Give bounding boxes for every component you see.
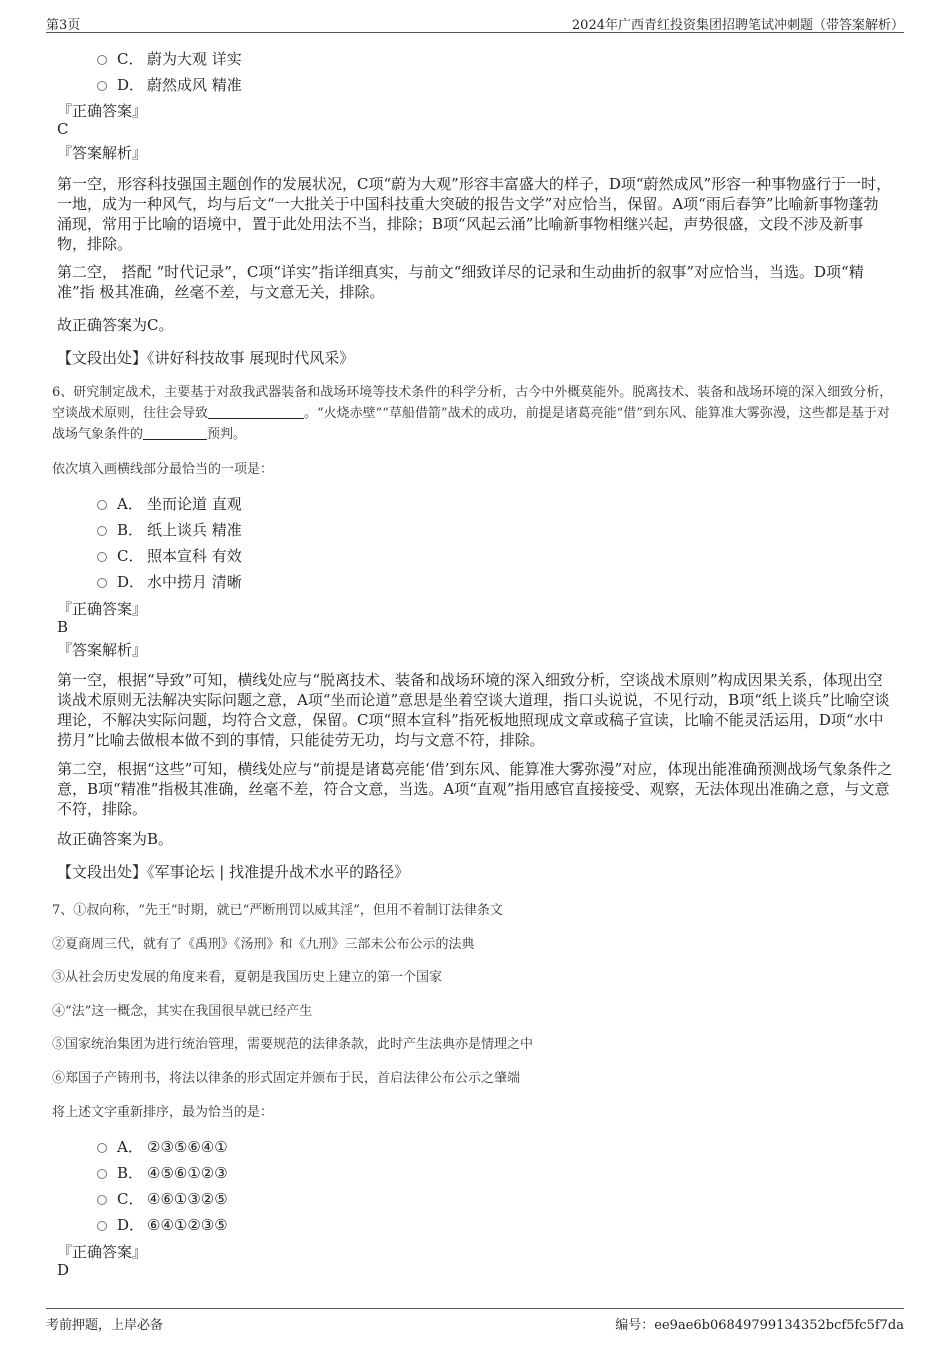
document-title: 2024年广西青红投资集团招聘笔试冲刺题（带答案解析）	[571, 18, 904, 33]
q7-item-5: ⑤国家统治集团为进行统治管理，需要规范的法律条款，此时产生法典亦是情理之中	[52, 1037, 534, 1052]
q5-option-d[interactable]: D． 蔚然成风 精准	[97, 74, 242, 95]
q5-answer-label: 『正确答案』	[57, 102, 148, 120]
q6-analysis-3: 故正确答案为B。	[57, 830, 174, 848]
page-footer	[46, 1308, 904, 1331]
radio-icon[interactable]	[97, 500, 107, 510]
q7-item-3: ③从社会历史发展的角度来看，夏朝是我国历史上建立的第一个国家	[52, 970, 443, 985]
q7-option-b[interactable]: B． ④⑤⑥①②③	[97, 1162, 228, 1183]
q7-option-a[interactable]: A． ②③⑤⑥④①	[97, 1136, 228, 1157]
q6-analysis-1: 第一空，根据“导致”可知，横线处应与“脱离技术、装备和战场环境的深入细致分析，空谈战术原则”构成因果关系，体现出空谈战术原则无法解决实际问题之意，A项“坐而论道”意思是坐着空谈大道理，指口头说说，不见行动，B项“纸上谈兵”比喻空谈理论，不解决实际问题，均符合文意，保留。C项“照本宣科”指死板地照现成文章或稿子宣读，比喻不能灵活运用，D项“水中捞月”比喻去做根本做不到的事情，只能徒劳无功，均与文意不符，排除。	[57, 671, 890, 749]
radio-icon[interactable]	[97, 1221, 107, 1231]
q6-answer: B	[57, 618, 69, 636]
radio-icon[interactable]	[97, 1169, 107, 1179]
q6-option-b[interactable]: B． 纸上谈兵 精准	[97, 519, 242, 540]
blank-1	[208, 404, 304, 419]
page-header	[46, 10, 904, 33]
q5-option-c[interactable]: C． 蔚为大观 详实	[97, 48, 242, 69]
q7-item-2: ②夏商周三代，就有了《禹刑》《汤刑》和《九刑》三部未公布公示的法典	[52, 937, 475, 952]
q6-option-d[interactable]: D． 水中捞月 清晰	[97, 571, 242, 592]
footer-slogan: 考前押题，上岸必备	[46, 1318, 164, 1333]
q6-analysis-2: 第二空，根据“这些”可知，横线处应与“前提是诸葛亮能‘借’到东风、能算准大雾弥漫”对应，体现出能准确预测战场气象条件之意，B项“精准”指极其准确，丝毫不差，符合文意，当选。A项“直观”指用感官直接接受、观察，无法体现出准确之意，与文意不符，排除。	[57, 760, 893, 818]
q5-source: 【文段出处】《讲好科技故事 展现时代风采》	[57, 349, 355, 367]
q7-answer: D	[57, 1261, 70, 1279]
radio-icon[interactable]	[97, 1195, 107, 1205]
document-id: 编号：ee9ae6b06849799134352bcf5fc5f7da	[615, 1318, 904, 1333]
blank-2	[143, 425, 207, 440]
q7-item-6: ⑥郑国子产铸刑书，将法以律条的形式固定并颁布于民，首启法律公布公示之肇端	[52, 1071, 521, 1086]
radio-icon[interactable]	[97, 1143, 107, 1153]
radio-icon[interactable]	[97, 81, 107, 91]
radio-icon[interactable]	[97, 552, 107, 562]
q6-stem: 6、研究制定战术，主要基于对敌我武器装备和战场环境等技术条件的科学分析，古今中外概莫能外。脱离技术、装备和战场环境的深入细致分析，空谈战术原则，往往会导致 。“火烧赤壁”“草船借箭”战术的成功，前提是诸葛亮能“借”到东风、能算准大雾弥漫，这些都是基于对战场气象条件的 预判。	[52, 385, 893, 442]
q5-analysis-2: 第二空， 搭配 “时代记录”，C项“详实”指详细真实，与前文“细致详尽的记录和生动曲折的叙事”对应恰当，当选。D项“精准”指 极其准确，丝毫不差，与文意无关，排除。	[57, 263, 864, 301]
q7-item-4: ④“法”这一概念，其实在我国很早就已经产生	[52, 1004, 313, 1019]
q5-analysis-1: 第一空，形容科技强国主题创作的发展状况，C项“蔚为大观”形容丰富盛大的样子，D项“蔚然成风”形容一种事物盛行于一时，一地，成为一种风气，均与后文“一大批关于中国科技重大突破的报告文学”对应恰当，保留。A项“雨后春笋”比喻新事物蓬勃涌现，常用于比喻的语境中，置于此处用法不当，排除；B项“风起云涌”比喻新事物相继兴起，声势很盛，文段不涉及新事物，排除。	[57, 175, 892, 253]
q6-prompt: 依次填入画横线部分最恰当的一项是：	[52, 462, 274, 477]
q7-answer-label: 『正确答案』	[57, 1243, 148, 1261]
q7-item-1: 7、①叔向称，“先王”时期，就已“严断刑罚以威其淫”，但用不着制订法律条文	[52, 903, 503, 918]
radio-icon[interactable]	[97, 526, 107, 536]
radio-icon[interactable]	[97, 55, 107, 65]
q6-source: 【文段出处】《军事论坛 | 找准提升战术水平的路径》	[57, 863, 410, 881]
q5-analysis-3: 故正确答案为C。	[57, 316, 174, 334]
q6-answer-label: 『正确答案』	[57, 600, 148, 618]
q5-answer: C	[57, 120, 69, 138]
page-number: 第3页	[46, 18, 81, 33]
q7-prompt: 将上述文字重新排序，最为恰当的是：	[52, 1105, 274, 1120]
q7-option-d[interactable]: D． ⑥④①②③⑤	[97, 1214, 228, 1235]
q5-analysis-label: 『答案解析』	[57, 144, 148, 162]
q6-option-c[interactable]: C． 照本宣科 有效	[97, 545, 242, 566]
q6-option-a[interactable]: A． 坐而论道 直观	[97, 493, 242, 514]
q6-analysis-label: 『答案解析』	[57, 641, 148, 659]
radio-icon[interactable]	[97, 578, 107, 588]
q7-option-c[interactable]: C． ④⑥①③②⑤	[97, 1188, 228, 1209]
